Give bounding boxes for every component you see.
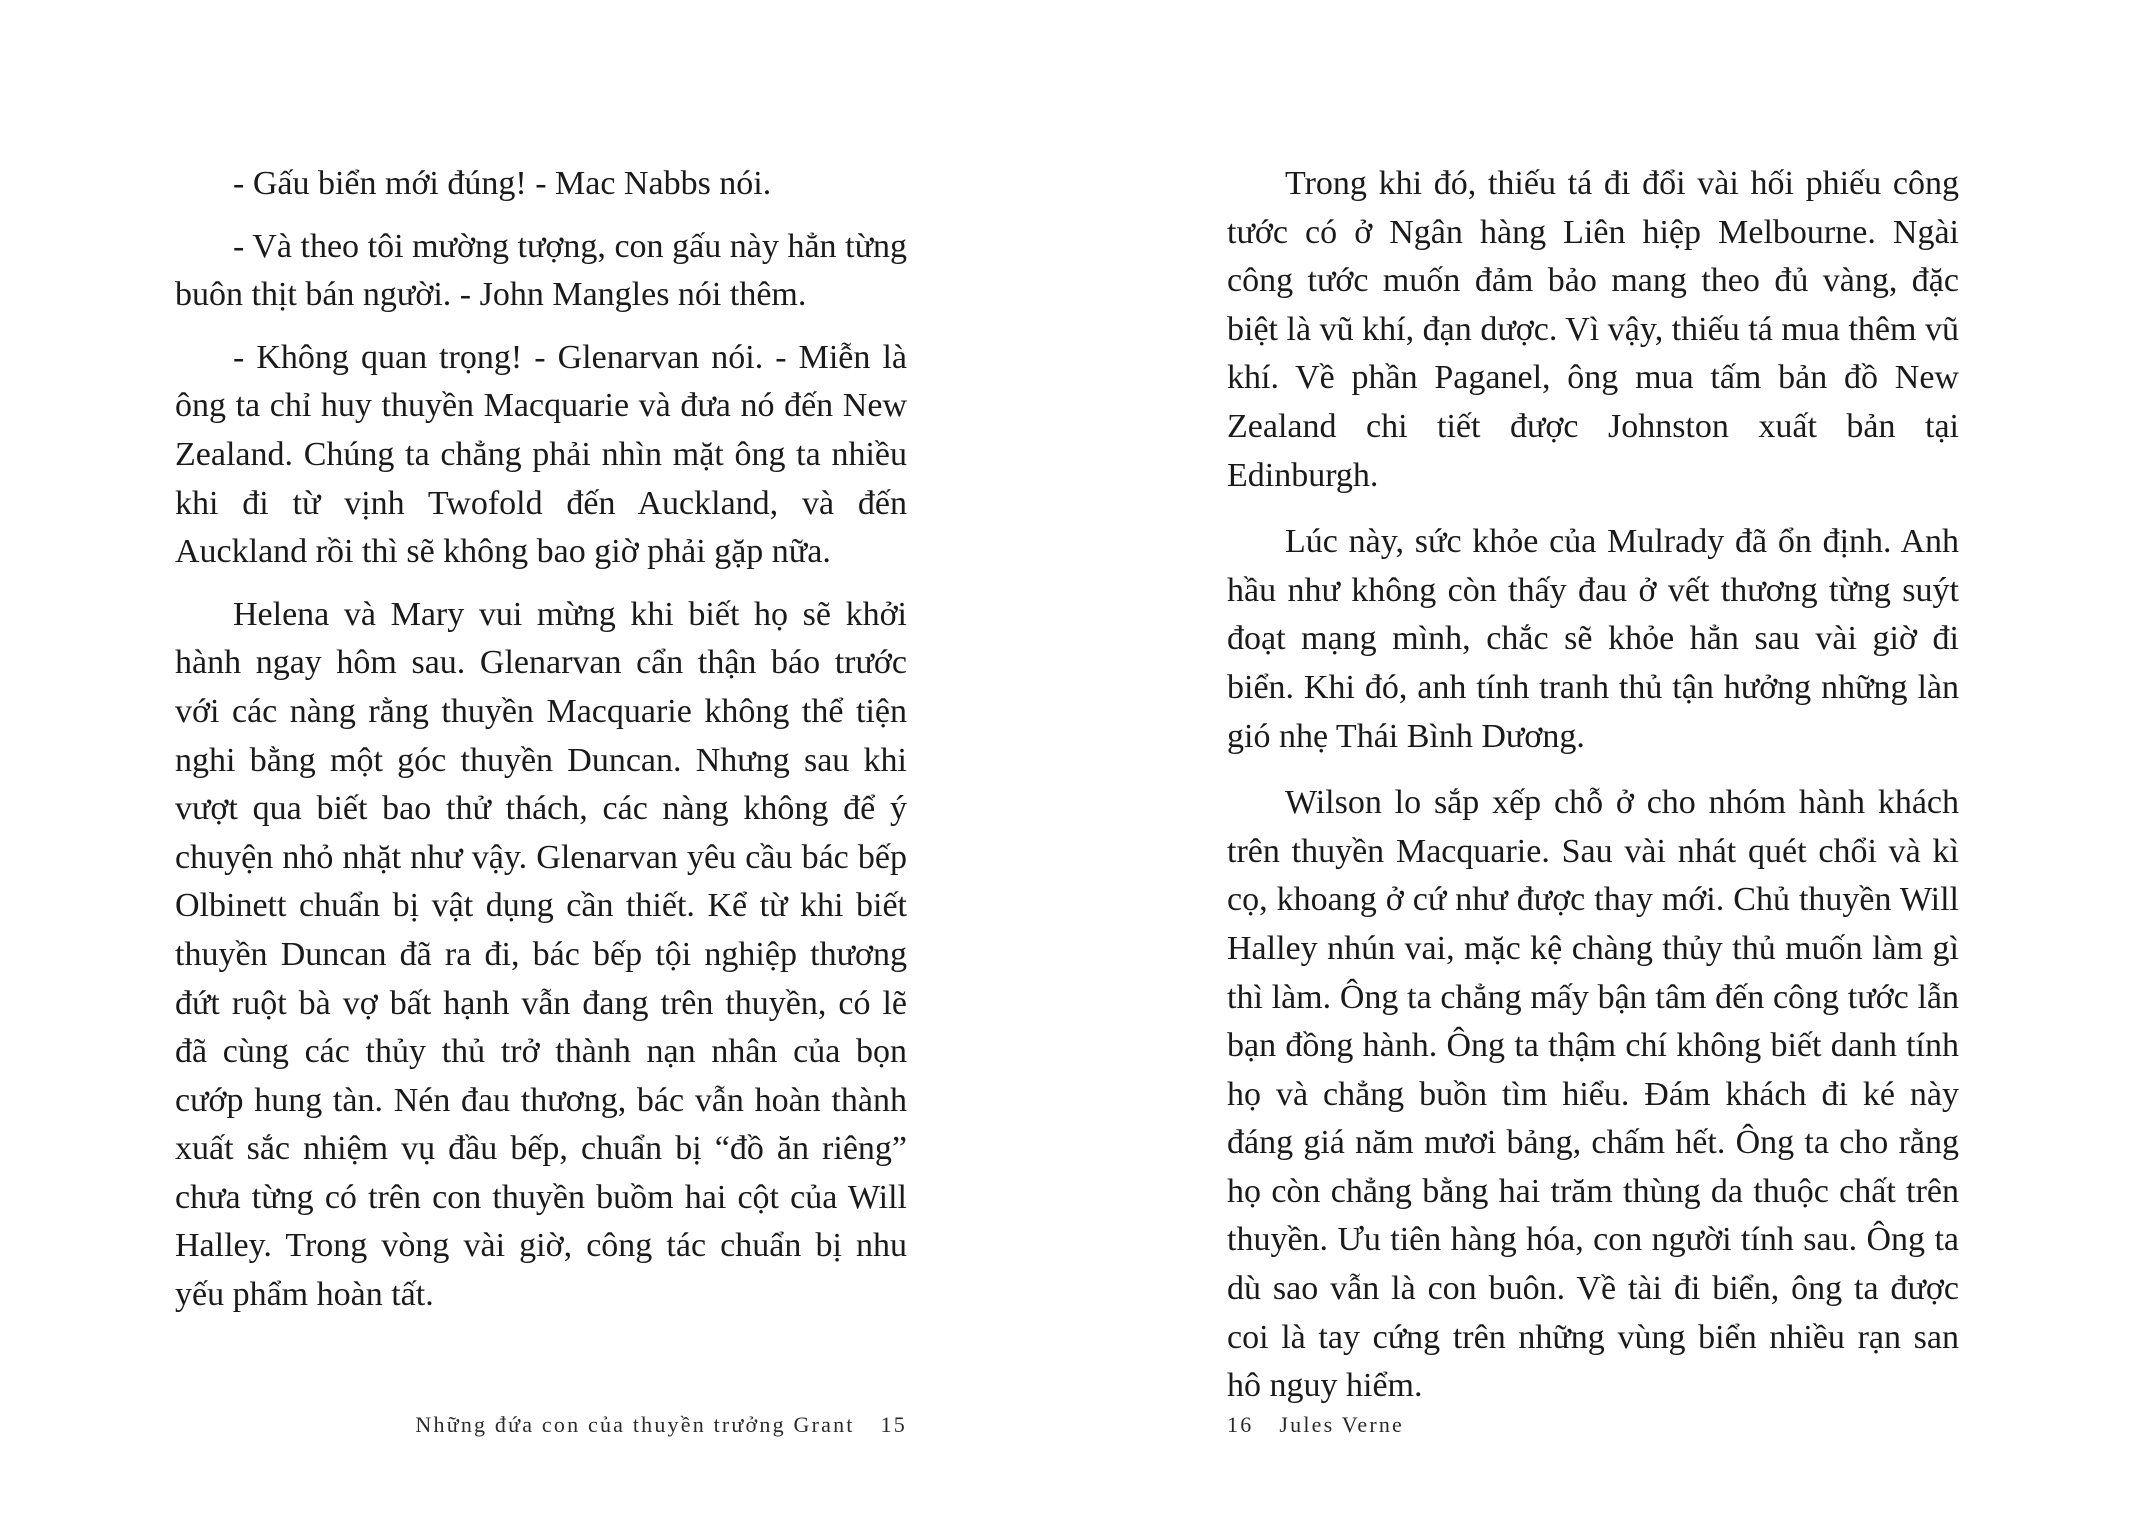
paragraph: - Và theo tôi mường tượng, con gấu này hẳn từng buôn thịt bán người. - John Mangles nói thêm. <box>175 227 907 314</box>
paragraph: - Gấu biển mới đúng! - Mac Nabbs nói. <box>233 165 772 202</box>
paragraph: Lúc này, sức khỏe của Mulrady đã ổn định. Anh hầu như không còn thấy đau ở vết thương từng suýt đoạt mạng mình, chắc sẽ khỏe hẳn sau vài giờ đi biển. Khi đó, anh tính tranh thủ tận hưởng những làn gió nhẹ Thái Bình Dương. <box>1227 523 1959 755</box>
page-number: 16 <box>1227 1412 1254 1437</box>
paragraph: - Không quan trọng! - Glenarvan nói. - Miễn là ông ta chỉ huy thuyền Macquarie và đưa nó đến New Zealand. Chúng ta chẳng phải nhìn mặt ông ta nhiều khi đi từ vịnh Twofold đến Auckland, và đến Auckland rồi thì sẽ không bao giờ phải gặp nữa. <box>175 338 907 571</box>
right-page-body <box>1227 160 1959 1411</box>
running-author: Jules Verne <box>1279 1412 1405 1437</box>
paragraph: Trong khi đó, thiếu tá đi đổi vài hối phiếu công tước có ở Ngân hàng Liên hiệp Melbourne. Ngài công tước muốn đảm bảo mang theo đủ vàng, đặc biệt là vũ khí, đạn dược. Vì vậy, thiếu tá mua thêm vũ khí. Về phần Paganel, ông mua tấm bản đồ New Zealand chi tiết được Johnston xuất bản tại Edinburgh. <box>1227 165 1959 494</box>
running-title: Những đứa con của thuyền trưởng Grant <box>415 1412 855 1437</box>
page-number: 15 <box>880 1412 907 1437</box>
right-page-footer <box>1227 1412 1404 1438</box>
right-page <box>1227 160 1959 1460</box>
left-page-footer <box>415 1412 907 1438</box>
left-page <box>175 160 907 1460</box>
paragraph: Wilson lo sắp xếp chỗ ở cho nhóm hành khách trên thuyền Macquarie. Sau vài nhát quét chổi và kì cọ, khoang ở cứ như được thay mới. Chủ thuyền Will Halley nhún vai, mặc kệ chàng thủy thủ muốn làm gì thì làm. Ông ta chẳng mấy bận tâm đến công tước lẫn bạn đồng hành. Ông ta thậm chí không biết danh tính họ và chẳng buồn tìm hiểu. Đám khách đi ké này đáng giá năm mươi bảng, chấm hết. Ông ta cho rằng họ còn chẳng bằng hai trăm thùng da thuộc chất trên thuyền. Ưu tiên hàng hóa, con người tính sau. Ông ta dù sao vẫn là con buôn. Về tài đi biển, ông ta được coi là tay cứng trên những vùng biển nhiều rạn san hô nguy hiểm. <box>1227 784 1959 1405</box>
left-page-body <box>175 160 907 1320</box>
paragraph: Helena và Mary vui mừng khi biết họ sẽ khởi hành ngay hôm sau. Glenarvan cẩn thận báo trước với các nàng rằng thuyền Macquarie không thể tiện nghi bằng một góc thuyền Duncan. Nhưng sau khi vượt qua biết bao thử thách, các nàng không để ý chuyện nhỏ nhặt như vậy. Glenarvan yêu cầu bác bếp Olbinett chuẩn bị vật dụng cần thiết. Kể từ khi biết thuyền Duncan đã ra đi, bác bếp tội nghiệp thương đứt ruột bà vợ bất hạnh vẫn đang trên thuyền, có lẽ đã cùng các thủy thủ trở thành nạn nhân của bọn cướp hung tàn. Nén đau thương, bác vẫn hoàn thành xuất sắc nhiệm vụ đầu bếp, chuẩn bị “đồ ăn riêng” chưa từng có trên con thuyền buồm hai cột của Will Halley. Trong vòng vài giờ, công tác chuẩn bị nhu yếu phẩm hoàn tất. <box>175 595 907 1314</box>
